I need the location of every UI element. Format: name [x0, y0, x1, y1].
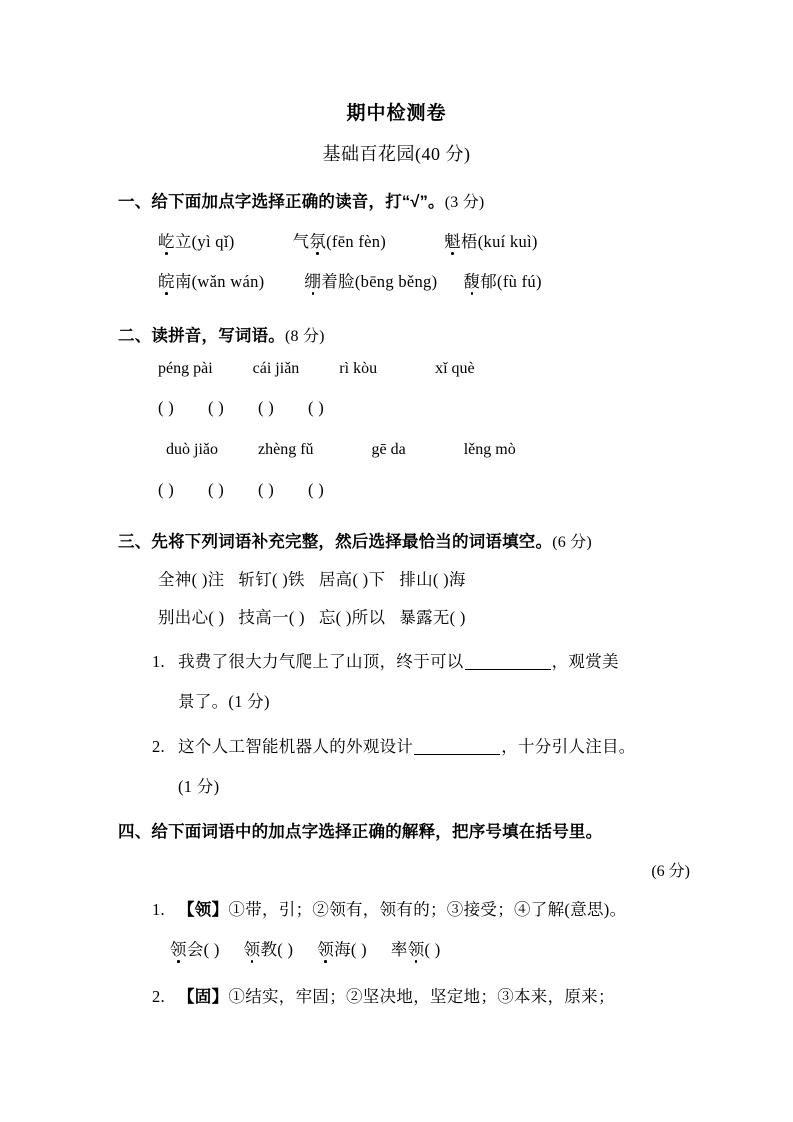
- section-2-pinyin-row-1: [158, 360, 475, 378]
- section-3-question-1-line2: [178, 688, 270, 712]
- answer-bracket[interactable]: ( ): [258, 398, 275, 417]
- section-3-idiom-row-2: [158, 604, 466, 628]
- section-1-heading: [118, 188, 718, 212]
- fill-blank[interactable]: [414, 754, 500, 755]
- item-number: 1.: [152, 900, 165, 919]
- item-definitions: ①带，引；②领有，领有的；③接受；④了解(意思)。: [228, 900, 627, 919]
- section-1-row-1: [158, 228, 538, 252]
- answer-bracket[interactable]: ( ): [258, 480, 275, 499]
- idiom-blank[interactable]: 排山( )海: [399, 570, 466, 589]
- section-4-number: 四、: [118, 823, 152, 841]
- section-1-title: 给下面加点字选择正确的读音，打“√”。: [151, 193, 445, 211]
- question-text-line2: 景了。: [178, 692, 229, 711]
- section-4-heading: [118, 818, 718, 842]
- section-3-question-2-line2: [178, 773, 219, 797]
- section-2-answer-row-1: [158, 398, 324, 418]
- page-subtitle: 基础百花园(40 分): [322, 144, 471, 164]
- question-number: 1.: [152, 652, 165, 671]
- pinyin-zhengfu: zhèng fǔ: [258, 441, 314, 458]
- idiom-blank[interactable]: 斩钉( )铁: [238, 570, 305, 589]
- word-shuailing[interactable]: 率领( ): [391, 940, 441, 959]
- section-3-question-1: [152, 648, 619, 672]
- section-2-pinyin-row-2: [166, 441, 516, 459]
- pinyin-xique: xǐ què: [435, 360, 475, 377]
- idiom-blank[interactable]: 技高一( ): [238, 608, 305, 627]
- section-4-points: (6 分): [651, 863, 690, 880]
- section-2-answer-row-2: [158, 480, 324, 500]
- section-3-title: 先将下列词语补充完整，然后选择最恰当的词语填空。: [151, 533, 553, 551]
- idiom-blank[interactable]: 忘( )所以: [318, 608, 386, 627]
- section-3-heading: [118, 528, 718, 552]
- idiom-blank[interactable]: 暴露无( ): [399, 608, 466, 627]
- pinyin-choice-bengzhelian[interactable]: 绷着脸(bēng běng): [304, 272, 437, 291]
- section-1-number: 一、: [118, 193, 152, 211]
- section-4-item-1-words: [170, 936, 441, 960]
- answer-bracket[interactable]: ( ): [208, 480, 225, 499]
- page-title: 期中检测卷: [346, 103, 447, 124]
- answer-bracket[interactable]: ( ): [308, 480, 325, 499]
- pinyin-choice-qifen[interactable]: 气氛(fēn fèn): [293, 232, 387, 251]
- question-text-tail: ，观赏美: [551, 652, 619, 671]
- section-3-question-2: [152, 733, 636, 757]
- word-lingjiao[interactable]: 领教( ): [244, 940, 294, 959]
- section-3-points: (6 分): [552, 534, 592, 551]
- answer-bracket[interactable]: ( ): [208, 398, 225, 417]
- item-definitions: ①结实，牢固；②坚决地，坚定地；③本来，原来；: [228, 987, 615, 1006]
- section-2-heading: [118, 322, 718, 346]
- pinyin-choice-kuiwu[interactable]: 魁梧(kuí kuì): [444, 232, 538, 251]
- pinyin-caijian: cái jiǎn: [252, 360, 300, 377]
- word-lingh[interactable]: 领会( ): [170, 940, 220, 959]
- pinyin-geda: gē da: [371, 441, 406, 458]
- section-1-points: (3 分): [444, 194, 485, 211]
- item-char: 【领】: [178, 900, 229, 919]
- item-number: 2.: [152, 987, 165, 1006]
- question-points: (1 分): [178, 777, 220, 796]
- pinyin-pengpai: péng pài: [158, 360, 213, 377]
- question-text: 这个人工智能机器人的外观设计: [178, 737, 414, 756]
- item-char: 【固】: [178, 987, 229, 1006]
- pinyin-choice-yili[interactable]: 屹立(yì qǐ): [158, 232, 235, 251]
- section-4-item-1: [152, 896, 626, 920]
- idiom-blank[interactable]: 居高( )下: [318, 570, 386, 589]
- question-text: 我费了很大力气爬上了山顶，终于可以: [178, 652, 464, 671]
- section-4-item-2: [152, 983, 615, 1007]
- section-3-idiom-row-1: [158, 566, 466, 590]
- idiom-blank[interactable]: 全神( )注: [158, 570, 225, 589]
- answer-bracket[interactable]: ( ): [308, 398, 325, 417]
- section-2-number: 二、: [118, 327, 152, 345]
- question-text-tail: ，十分引人注目。: [501, 737, 636, 756]
- question-points: (1 分): [228, 692, 270, 711]
- word-linghai[interactable]: 领海( ): [317, 940, 367, 959]
- pinyin-duojiao: duò jiǎo: [166, 441, 218, 458]
- section-2-points: (8 分): [285, 328, 325, 345]
- section-1-row-2: [158, 268, 542, 292]
- pinyin-rikou: rì kòu: [339, 360, 378, 377]
- fill-blank[interactable]: [465, 669, 551, 670]
- answer-bracket[interactable]: ( ): [158, 398, 175, 417]
- pinyin-choice-fuyu[interactable]: 馥郁(fù fú): [463, 272, 541, 291]
- idiom-blank[interactable]: 别出心( ): [158, 608, 225, 627]
- section-3-number: 三、: [118, 533, 152, 551]
- section-2-title: 读拼音，写词语。: [151, 327, 286, 345]
- question-number: 2.: [152, 737, 165, 756]
- pinyin-choice-wannan[interactable]: 皖南(wǎn wán): [158, 272, 264, 291]
- answer-bracket[interactable]: ( ): [158, 480, 175, 499]
- pinyin-lengmo: lěng mò: [463, 441, 516, 458]
- section-4-title: 给下面词语中的加点字选择正确的解释，把序号填在括号里。: [151, 823, 603, 841]
